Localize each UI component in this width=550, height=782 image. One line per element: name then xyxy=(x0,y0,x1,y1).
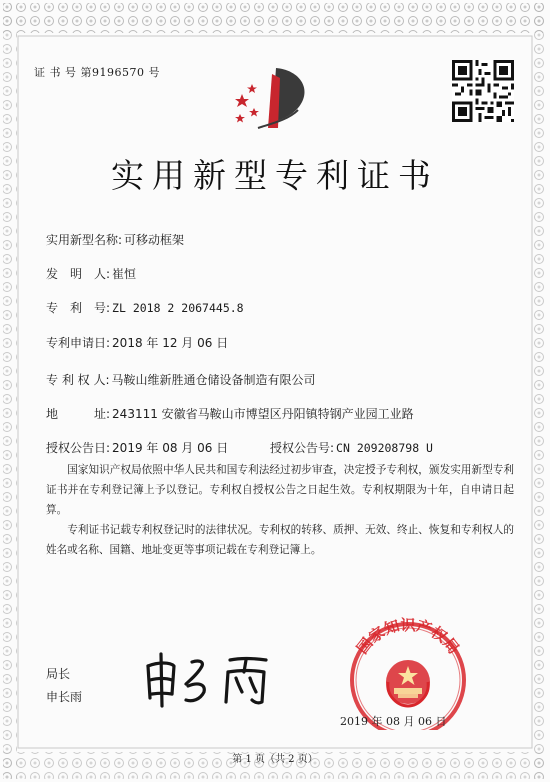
qr-code-icon xyxy=(452,60,514,122)
notice-paragraph-2: 专利证书记载专利权登记时的法律状况。专利权的转移、质押、无效、终止、恢复和专利权人的姓名或名称、国籍、地址变更等事项记载在专利登记簿上。 xyxy=(46,524,514,556)
cnipa-logo-icon xyxy=(228,64,318,134)
director-signature xyxy=(140,650,280,708)
field-value: 可移动框架 xyxy=(124,233,185,247)
field-label: 实用新型名称: xyxy=(46,233,123,247)
field-grant-date xyxy=(46,439,228,456)
field-label: 地 址: xyxy=(46,407,111,421)
field-value: 243111 安徽省马鞍山市博望区丹阳镇特钢产业园工业路 xyxy=(112,407,414,421)
certificate-title: 实用新型专利证书 xyxy=(111,156,439,195)
field-value: 2018 年 12 月 06 日 xyxy=(112,336,229,350)
official-seal-icon xyxy=(338,610,478,730)
seal-date: 2019 年 08 月 06 日 xyxy=(340,715,447,728)
field-patentee xyxy=(46,371,316,388)
svg-text:国家知识产权局 xyxy=(353,616,463,657)
notice-paragraph-1: 国家知识产权局依照中华人民共和国专利法经过初步审查，决定授予专利权，颁发实用新型专利证书并在专利登记簿上予以登记。专利权自授权公告之日起生效。专利权期限为十年，自申请日起算。 xyxy=(46,464,514,516)
field-value: ZL 2018 2 2067445.8 xyxy=(112,301,244,315)
field-label: 发 明 人: xyxy=(46,267,111,281)
field-value: CN 209208798 U xyxy=(336,441,433,455)
certificate-number: 证 书 号 第9196570 号 xyxy=(34,66,160,79)
field-label: 授权公告日: xyxy=(46,441,111,455)
field-patent-number xyxy=(46,299,244,316)
field-value: 崔恒 xyxy=(112,267,137,281)
seal-text: 国家知识产权局 xyxy=(353,616,463,658)
field-utility-model-name xyxy=(46,231,184,248)
field-label: 专利申请日: xyxy=(46,336,111,350)
field-label: 专 利 号: xyxy=(46,301,111,315)
field-label: 专 利 权 人: xyxy=(46,373,110,387)
director-title: 局长 xyxy=(46,667,71,681)
field-application-date xyxy=(46,334,228,351)
page-number: 第 1 页（共 2 页） xyxy=(232,754,318,765)
field-inventor xyxy=(46,265,136,282)
field-value: 2019 年 08 月 06 日 xyxy=(112,441,229,455)
field-value: 马鞍山维新胜通仓储设备制造有限公司 xyxy=(111,373,316,387)
field-label: 授权公告号: xyxy=(270,441,335,455)
field-address xyxy=(46,405,414,422)
field-grant-number xyxy=(270,439,433,456)
director-name: 申长雨 xyxy=(46,690,83,704)
